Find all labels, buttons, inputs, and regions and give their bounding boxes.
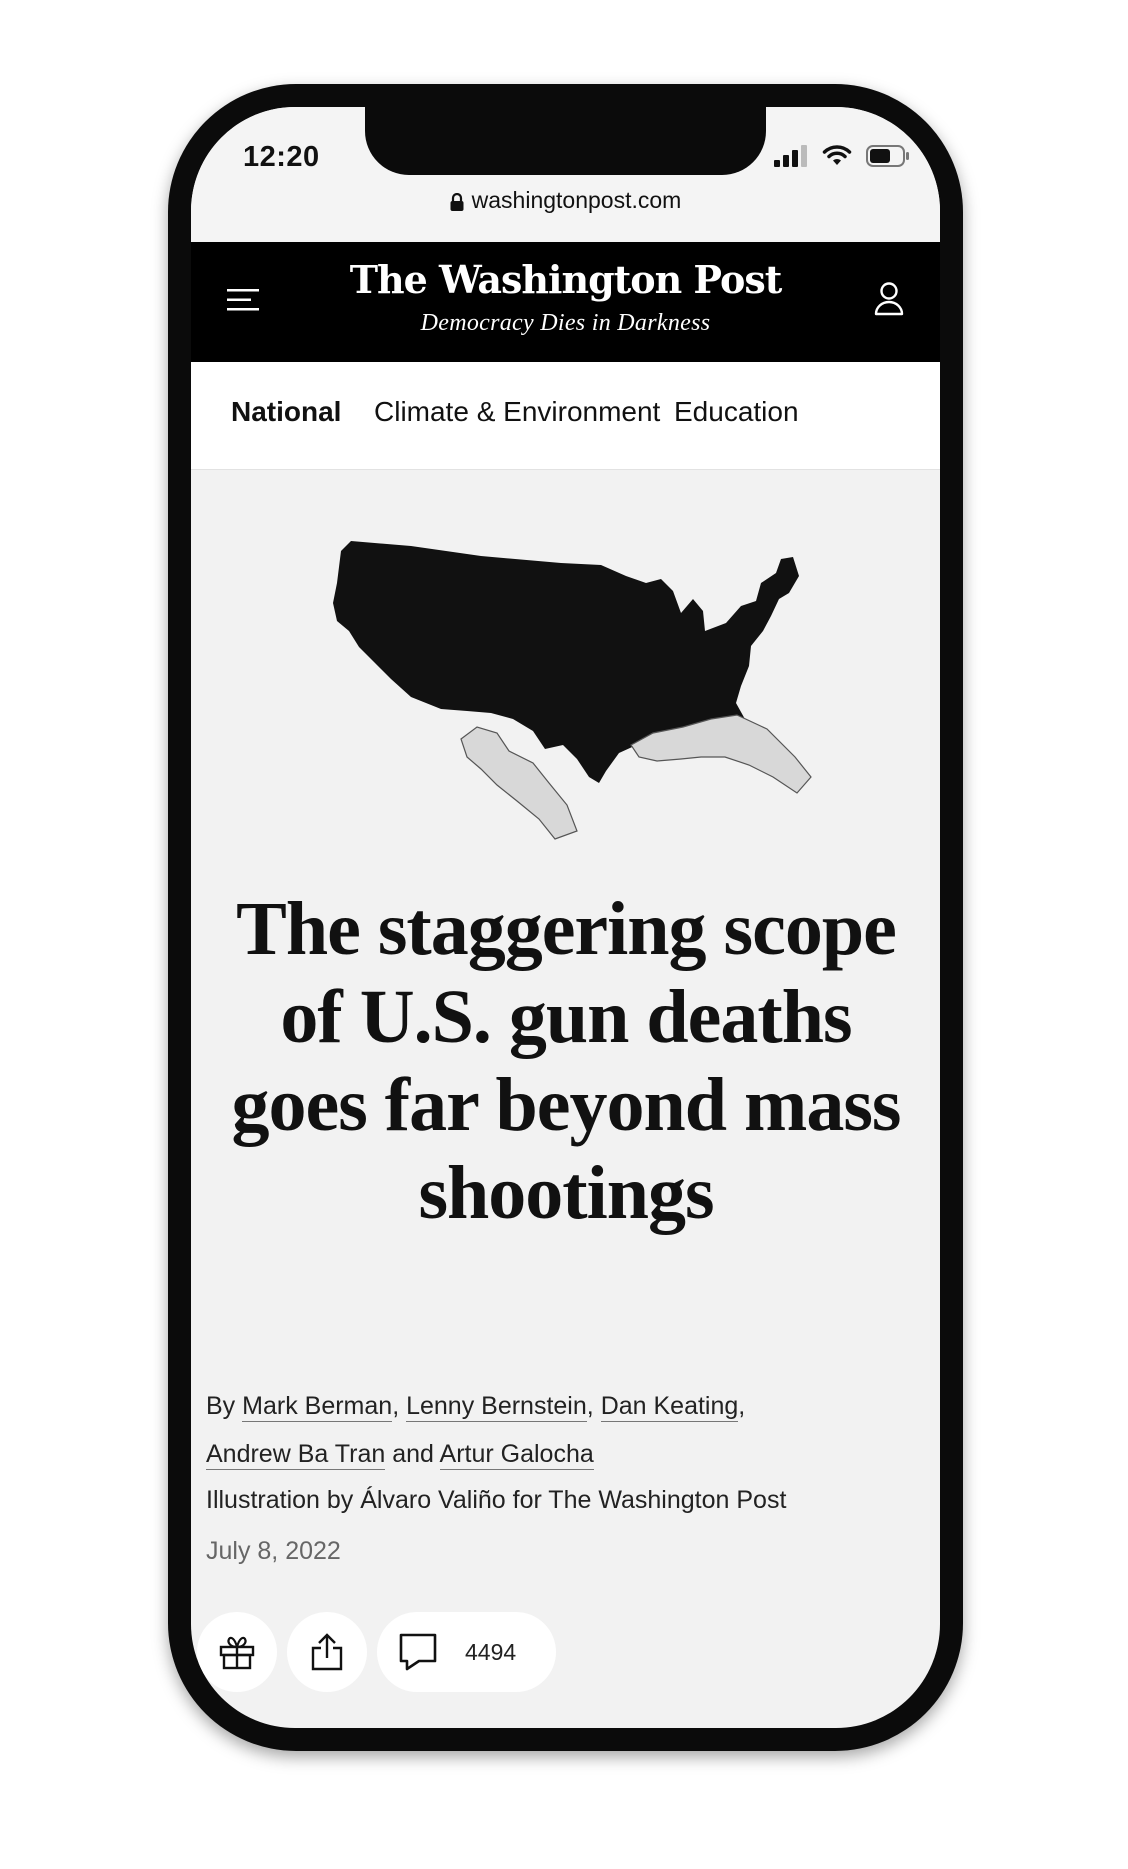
nav-item-national[interactable]: National bbox=[231, 396, 342, 427]
battery-icon bbox=[866, 145, 910, 167]
article-actions bbox=[197, 1612, 556, 1692]
comments-button[interactable] bbox=[377, 1612, 556, 1692]
brand-name: The Washington Post bbox=[349, 257, 782, 302]
phone-notch bbox=[365, 107, 766, 175]
byline-separator: , bbox=[392, 1392, 400, 1420]
gift-article-button[interactable] bbox=[197, 1612, 277, 1692]
comment-icon bbox=[399, 1633, 437, 1671]
address-bar[interactable] bbox=[191, 187, 940, 214]
article-byline bbox=[206, 1382, 906, 1478]
share-button[interactable] bbox=[287, 1612, 367, 1692]
byline-and: and bbox=[392, 1440, 434, 1468]
user-icon[interactable] bbox=[874, 282, 904, 316]
signal-icon bbox=[774, 145, 808, 167]
comment-count: 4494 bbox=[465, 1638, 517, 1665]
author-link-lenny-bernstein[interactable]: Lenny Bernstein bbox=[406, 1392, 587, 1420]
share-icon bbox=[309, 1633, 345, 1671]
illustration-credit: Illustration by Álvaro Valiño for The Washington Post bbox=[206, 1486, 787, 1514]
status-icons bbox=[774, 145, 910, 167]
author-link-andrew-ba-tran[interactable]: Andrew Ba Tran bbox=[206, 1440, 386, 1468]
byline-separator: , bbox=[738, 1392, 746, 1420]
brand-logo[interactable] bbox=[191, 256, 940, 338]
brand-tagline: Democracy Dies in Darkness bbox=[420, 310, 711, 336]
status-time: 12:20 bbox=[243, 141, 320, 173]
url-text: washingtonpost.com bbox=[471, 187, 682, 213]
byline-prefix: By bbox=[206, 1392, 236, 1420]
author-link-artur-galocha[interactable]: Artur Galocha bbox=[439, 1440, 594, 1468]
masthead bbox=[191, 242, 940, 362]
author-link-mark-berman[interactable]: Mark Berman bbox=[242, 1392, 393, 1420]
hero-illustration bbox=[301, 521, 821, 851]
nav-item-education[interactable]: Education bbox=[674, 396, 799, 427]
gift-icon bbox=[218, 1634, 256, 1670]
article-headline: The staggering scope of U.S. gun deaths goes far beyond mass shootings bbox=[231, 887, 901, 1235]
byline-separator: , bbox=[586, 1392, 594, 1420]
nav-item-climate-environment[interactable]: Climate & Environment bbox=[374, 396, 661, 427]
phone-screen bbox=[191, 107, 940, 1728]
section-nav bbox=[191, 362, 940, 470]
status-bar bbox=[191, 107, 940, 243]
author-link-dan-keating[interactable]: Dan Keating bbox=[600, 1392, 739, 1420]
lock-icon bbox=[450, 193, 464, 211]
article-date: July 8, 2022 bbox=[206, 1537, 341, 1565]
wifi-icon bbox=[822, 145, 852, 167]
